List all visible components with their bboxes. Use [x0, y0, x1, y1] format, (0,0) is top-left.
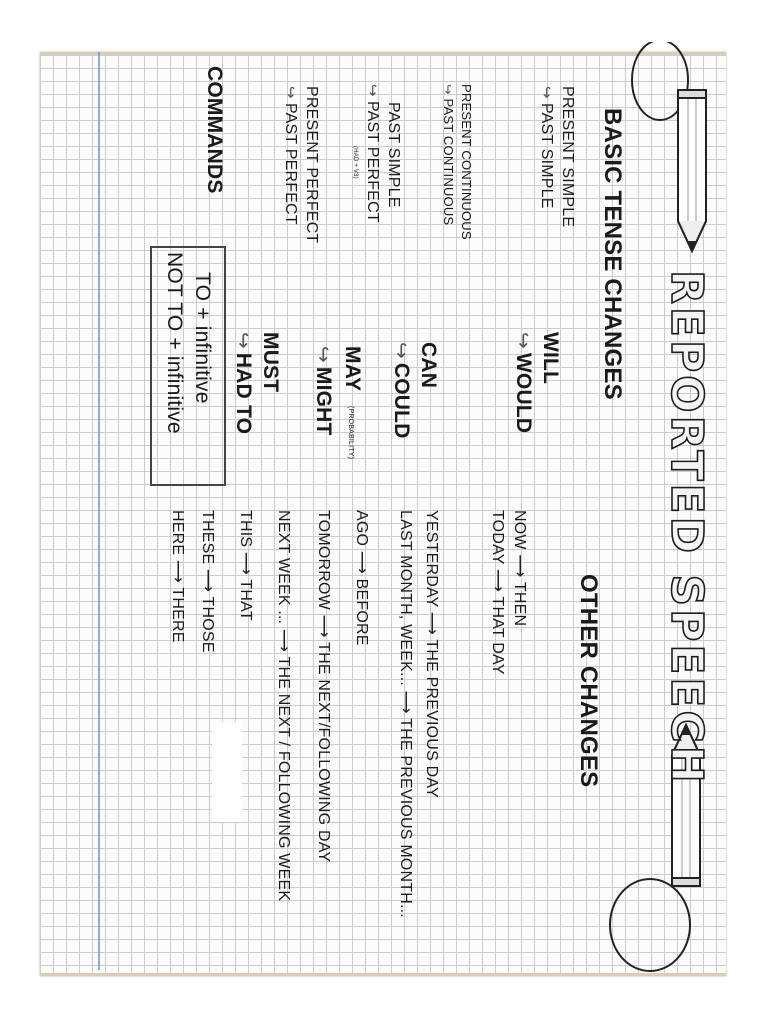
tense-from-present-simple: PRESENT SIMPLE	[559, 86, 576, 228]
arrow-right-icon: ⟶	[397, 690, 414, 714]
modal-from-may: MAY	[341, 346, 364, 392]
other-from: LAST MONTH, WEEK...	[397, 510, 414, 686]
modal-to-had-to-label: HAD TO	[232, 352, 255, 435]
modal-to-could-label: COULD	[390, 362, 413, 439]
other-to: THEN	[511, 581, 528, 627]
page-title: REPORTED SPEECH	[661, 270, 712, 786]
other-from: THESE	[199, 510, 216, 565]
other-from: TOMORROW	[315, 510, 332, 610]
other-from: AGO	[353, 510, 370, 547]
modal-to-would	[511, 332, 536, 433]
other-row-now	[510, 510, 530, 626]
tense-from-past-simple: PAST SIMPLE	[385, 102, 402, 208]
commands-not-to-infinitive: NOT TO + infinitive	[163, 252, 186, 434]
tense-to-past-perfect-2	[281, 86, 300, 225]
other-to: BEFORE	[353, 578, 370, 646]
commands-to-infinitive: TO + infinitive	[191, 272, 214, 404]
other-from: YESTERDAY	[423, 510, 440, 608]
other-row-tomorrow	[314, 510, 334, 862]
curl-arrow-icon: ↪	[312, 346, 334, 363]
modal-from-will: WILL	[539, 332, 562, 385]
other-to: THAT	[237, 579, 254, 621]
other-row-these	[198, 510, 218, 653]
other-row-last-month	[396, 510, 416, 918]
tense-to-past-continuous	[441, 84, 456, 225]
tense-to-past-simple	[537, 86, 556, 209]
curl-arrow-icon: ↪	[282, 86, 299, 99]
arrow-right-icon: ⟶	[423, 611, 440, 636]
other-to: THE NEXT/FOLLOWING DAY	[315, 642, 332, 863]
commands-label: COMMANDS	[203, 66, 226, 194]
other-row-this	[236, 510, 256, 621]
other-row-today	[488, 510, 508, 675]
other-to: THE PREVIOUS DAY	[423, 639, 440, 798]
had-v3-note: (HAD + V3)	[352, 146, 358, 179]
curl-arrow-icon: ↪	[512, 332, 534, 349]
other-row-ago	[352, 510, 372, 646]
arrow-right-icon: ⟶	[511, 554, 528, 578]
arrow-right-icon: ⟶	[237, 551, 254, 576]
other-row-yesterday	[422, 510, 442, 798]
curl-arrow-icon: ↪	[538, 86, 555, 99]
tense-to-past-perfect	[363, 84, 382, 223]
modal-from-must: MUST	[259, 332, 282, 393]
curl-arrow-icon: ↪	[232, 332, 254, 349]
tense-to-past-continuous-label: PAST CONTINUOUS	[441, 98, 456, 226]
modal-to-had-to	[231, 332, 256, 434]
other-to: THE PREVIOUS MONTH...	[397, 718, 414, 918]
arrow-right-icon: ⟶	[169, 559, 186, 584]
other-from: THIS	[237, 510, 254, 548]
probability-note: (PROBABILITY)	[347, 406, 354, 460]
other-to: THERE	[169, 587, 186, 643]
other-from: NEXT WEEK ...	[275, 510, 292, 625]
modal-from-can: CAN	[417, 342, 440, 389]
curl-arrow-icon: ↪	[390, 342, 412, 359]
modal-to-would-label: WOULD	[512, 352, 535, 434]
other-from: HERE	[169, 510, 186, 556]
modal-to-could	[389, 342, 414, 439]
tense-to-past-simple-label: PAST SIMPLE	[538, 102, 555, 209]
tense-to-past-perfect-2-label: PAST PERFECT	[282, 102, 299, 225]
curl-arrow-icon: ↪	[364, 84, 381, 97]
other-to: THAT DAY	[489, 596, 506, 675]
other-row-next-week	[274, 510, 294, 901]
arrow-right-icon: ⟶	[275, 628, 292, 653]
tense-to-past-perfect-label: PAST PERFECT	[364, 100, 381, 223]
pencil-icon	[672, 86, 712, 256]
tense-from-present-continuous: PRESENT CONTINUOUS	[459, 84, 474, 240]
white-patch	[212, 722, 242, 822]
other-from: TODAY	[489, 510, 506, 565]
arrow-right-icon: ⟶	[315, 614, 332, 638]
arrow-right-icon: ⟶	[489, 569, 506, 593]
arrow-right-icon: ⟶	[353, 550, 370, 574]
modal-to-might-label: MIGHT	[312, 366, 335, 436]
tense-from-present-perfect: PRESENT PERFECT	[303, 86, 320, 244]
other-to: THE NEXT / FOLLOWING WEEK	[275, 656, 292, 902]
other-to: THOSE	[199, 596, 216, 653]
basic-tense-heading: BASIC TENSE CHANGES	[599, 108, 626, 400]
other-changes-heading: OTHER CHANGES	[575, 574, 602, 788]
rotated-page-content	[40, 52, 726, 970]
other-row-here	[168, 510, 188, 643]
arrow-right-icon: ⟶	[199, 569, 216, 593]
curl-arrow-icon: ↪	[441, 84, 455, 95]
modal-to-might	[311, 346, 336, 436]
other-from: NOW	[511, 510, 528, 550]
